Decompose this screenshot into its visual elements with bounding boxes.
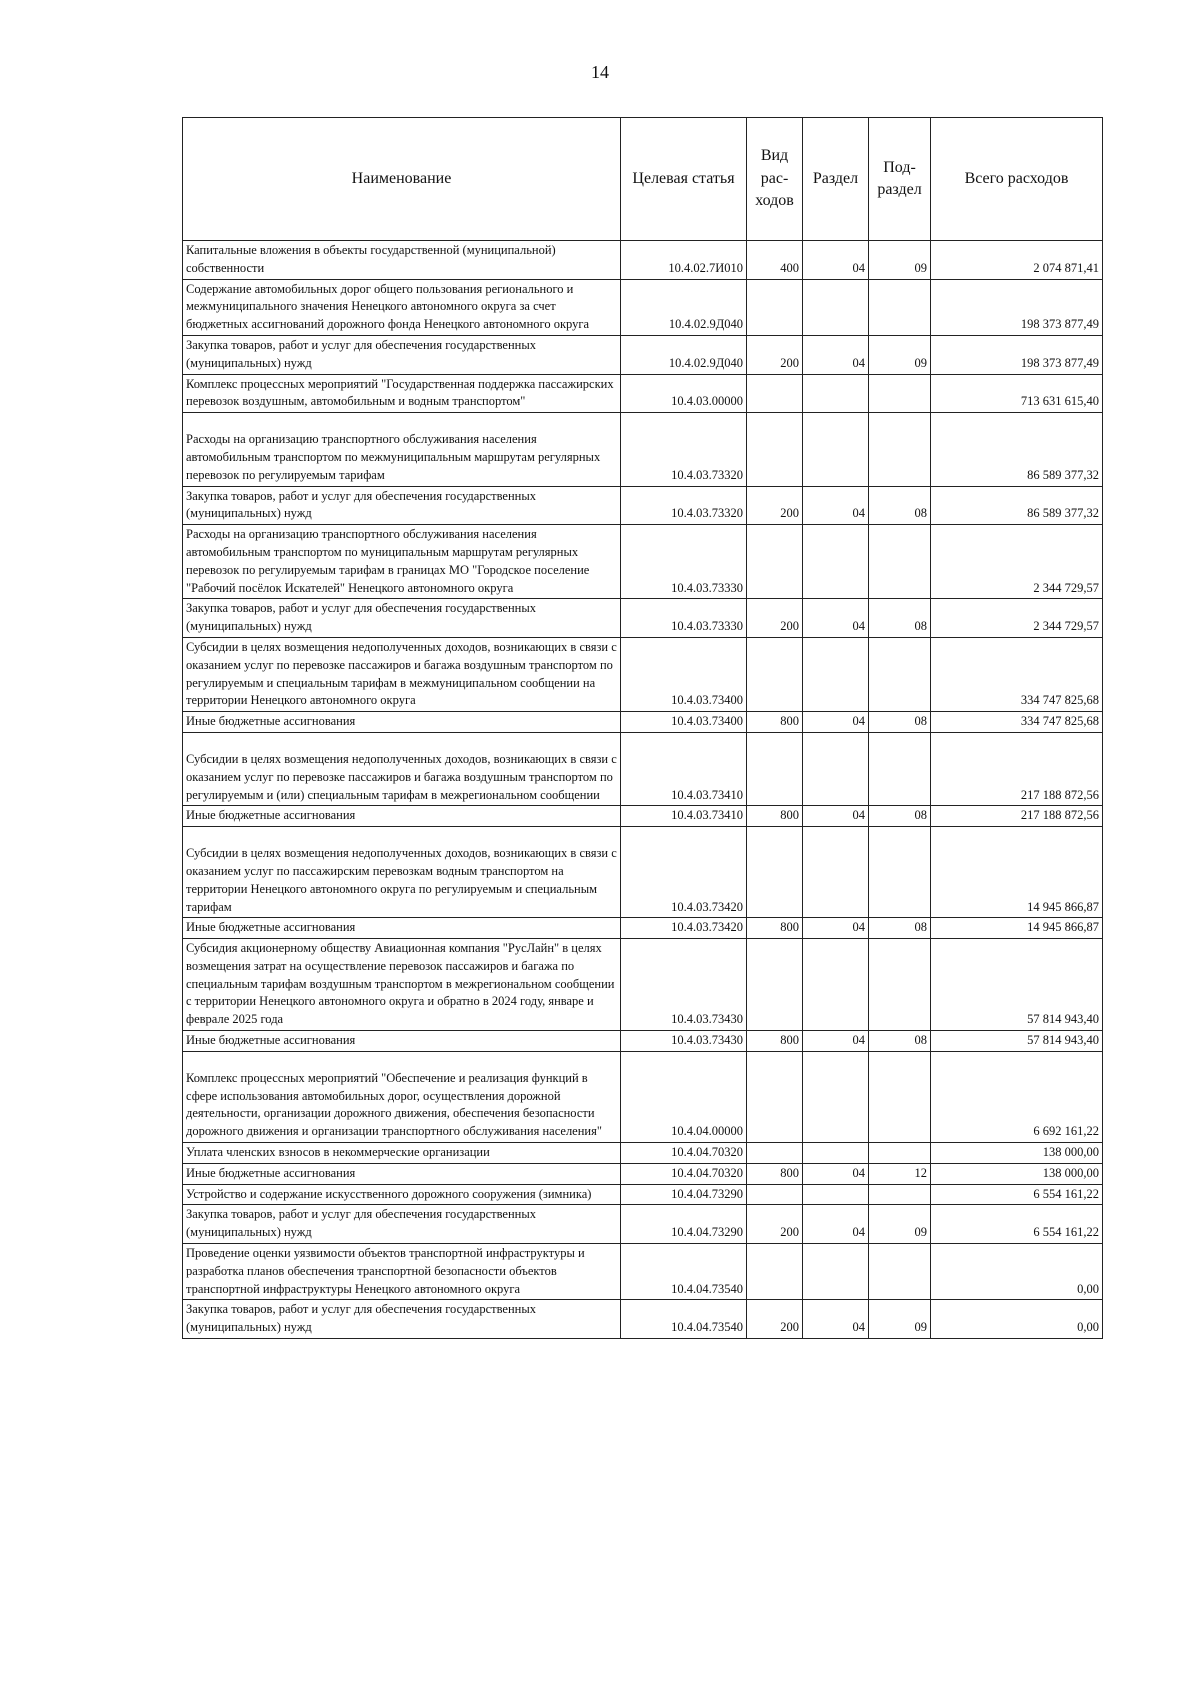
cell-name: Субсидии в целях возмещения недополученных доходов, возникающих в связи с оказанием услуг по пассажирским перевозкам водным транспортом на территории Ненецкого автономного округа по регулируемым и специальным тарифам [183,827,621,918]
cell-subsection [869,525,931,599]
cell-subsection: 08 [869,806,931,827]
cell-code: 10.4.02.9Д040 [621,335,747,374]
cell-kind: 800 [747,806,803,827]
cell-kind [747,1184,803,1205]
cell-section: 04 [803,241,869,280]
cell-name: Иные бюджетные ассигнования [183,1163,621,1184]
header-subsection-line: Под- [883,158,916,176]
cell-kind [747,1051,803,1142]
cell-total: 57 814 943,40 [931,939,1103,1031]
cell-code: 10.4.03.73410 [621,732,747,805]
cell-kind: 800 [747,712,803,733]
cell-code: 10.4.04.73540 [621,1300,747,1339]
cell-total: 334 747 825,68 [931,637,1103,711]
cell-code: 10.4.03.73410 [621,806,747,827]
cell-name: Закупка товаров, работ и услуг для обеспечения государственных (муниципальных) нужд [183,1205,621,1244]
cell-total: 6 554 161,22 [931,1184,1103,1205]
cell-total: 86 589 377,32 [931,486,1103,525]
table-row [183,939,1103,1031]
cell-total: 138 000,00 [931,1163,1103,1184]
cell-subsection [869,1143,931,1164]
table-row [183,732,1103,805]
cell-section: 04 [803,806,869,827]
table-row [183,637,1103,711]
table-header-row [183,118,1103,241]
table-row [183,413,1103,486]
cell-name: Содержание автомобильных дорог общего пользования регионального и межмуниципального значения Ненецкого автономного округа за счет бюджетных ассигнований дорожного фонда Ненецкого автономного округа [183,279,621,335]
table-body [183,241,1103,1339]
cell-section [803,1184,869,1205]
cell-code: 10.4.02.7И010 [621,241,747,280]
cell-code: 10.4.03.73400 [621,637,747,711]
cell-total: 713 631 615,40 [931,374,1103,413]
header-kind-line: Вид [760,147,789,165]
cell-kind [747,827,803,918]
header-kind-line: рас- [760,169,789,187]
cell-total: 0,00 [931,1244,1103,1300]
table-row [183,918,1103,939]
cell-code: 10.4.03.73420 [621,918,747,939]
cell-code: 10.4.04.70320 [621,1143,747,1164]
cell-section: 04 [803,712,869,733]
cell-total: 57 814 943,40 [931,1031,1103,1052]
cell-section: 04 [803,1300,869,1339]
cell-total: 14 945 866,87 [931,918,1103,939]
table-row [183,486,1103,525]
cell-kind: 200 [747,1205,803,1244]
cell-name: Уплата членских взносов в некоммерческие организации [183,1143,621,1164]
cell-code: 10.4.04.73290 [621,1205,747,1244]
table-row [183,599,1103,638]
cell-name: Закупка товаров, работ и услуг для обеспечения государственных (муниципальных) нужд [183,1300,621,1339]
table-row [183,279,1103,335]
cell-subsection [869,279,931,335]
cell-kind [747,939,803,1031]
table-row [183,241,1103,280]
cell-total: 334 747 825,68 [931,712,1103,733]
cell-section [803,1143,869,1164]
cell-code: 10.4.04.73290 [621,1184,747,1205]
cell-subsection: 08 [869,1031,931,1052]
cell-total: 217 188 872,56 [931,806,1103,827]
cell-code: 10.4.03.73420 [621,827,747,918]
table-row [183,374,1103,413]
table-row [183,712,1103,733]
cell-section: 04 [803,1031,869,1052]
cell-code: 10.4.04.73540 [621,1244,747,1300]
cell-subsection [869,374,931,413]
cell-section [803,827,869,918]
cell-code: 10.4.03.73320 [621,486,747,525]
cell-subsection: 09 [869,1205,931,1244]
budget-table [182,117,1103,1339]
cell-kind [747,525,803,599]
cell-section [803,939,869,1031]
cell-kind: 800 [747,1163,803,1184]
table-row [183,806,1103,827]
cell-subsection [869,827,931,918]
header-name: Наименование [183,118,621,241]
cell-name: Комплекс процессных мероприятий "Обеспечение и реализация функций в сфере использования автомобильных дорог, осуществления дорожной деятельности, организации дорожного движения, обеспечения безопасности дорожного движения и организации транспортного обслуживания населения" [183,1051,621,1142]
cell-total: 6 554 161,22 [931,1205,1103,1244]
cell-total: 0,00 [931,1300,1103,1339]
cell-kind: 200 [747,599,803,638]
cell-name: Иные бюджетные ассигнования [183,1031,621,1052]
cell-kind [747,1143,803,1164]
cell-code: 10.4.03.73330 [621,525,747,599]
cell-section: 04 [803,486,869,525]
cell-total: 6 692 161,22 [931,1051,1103,1142]
table-row [183,1300,1103,1339]
table-row [183,1205,1103,1244]
cell-code: 10.4.02.9Д040 [621,279,747,335]
cell-section [803,637,869,711]
cell-name: Закупка товаров, работ и услуг для обеспечения государственных (муниципальных) нужд [183,486,621,525]
cell-subsection: 08 [869,599,931,638]
cell-section [803,525,869,599]
cell-kind: 400 [747,241,803,280]
cell-name: Расходы на организацию транспортного обслуживания населения автомобильным транспортом по межмуниципальным маршрутам регулярных перевозок по регулируемым тарифам [183,413,621,486]
cell-kind [747,413,803,486]
header-subsection [869,118,931,241]
cell-code: 10.4.04.70320 [621,1163,747,1184]
cell-total: 138 000,00 [931,1143,1103,1164]
table-row [183,335,1103,374]
cell-code: 10.4.03.73320 [621,413,747,486]
cell-section: 04 [803,918,869,939]
cell-kind: 800 [747,918,803,939]
cell-section: 04 [803,599,869,638]
cell-kind [747,374,803,413]
cell-subsection [869,413,931,486]
table-row [183,1051,1103,1142]
cell-name: Закупка товаров, работ и услуг для обеспечения государственных (муниципальных) нужд [183,599,621,638]
cell-kind: 800 [747,1031,803,1052]
cell-kind [747,279,803,335]
cell-total: 14 945 866,87 [931,827,1103,918]
cell-subsection [869,732,931,805]
cell-subsection [869,1051,931,1142]
cell-subsection: 08 [869,918,931,939]
cell-subsection: 09 [869,1300,931,1339]
cell-code: 10.4.03.73430 [621,939,747,1031]
header-subsection-line: раздел [877,181,922,198]
cell-kind [747,732,803,805]
cell-name: Расходы на организацию транспортного обслуживания населения автомобильным транспортом по муниципальным маршрутам регулярных перевозок по регулируемым тарифам в границах МО "Городское поселение "Рабочий посёлок Искателей" Ненецкого автономного округа [183,525,621,599]
cell-section [803,413,869,486]
cell-section [803,1244,869,1300]
cell-total: 86 589 377,32 [931,413,1103,486]
cell-kind: 200 [747,486,803,525]
cell-section [803,374,869,413]
cell-code: 10.4.03.00000 [621,374,747,413]
cell-kind: 200 [747,335,803,374]
cell-subsection [869,637,931,711]
header-total: Всего расходов [931,118,1103,241]
cell-code: 10.4.03.73430 [621,1031,747,1052]
cell-total: 2 344 729,57 [931,525,1103,599]
cell-section: 04 [803,335,869,374]
cell-subsection [869,1244,931,1300]
table-row [183,1031,1103,1052]
cell-section: 04 [803,1163,869,1184]
cell-name: Комплекс процессных мероприятий "Государственная поддержка пассажирских перевозок воздушным, автомобильным и водным транспортом" [183,374,621,413]
cell-name: Субсидии в целях возмещения недополученных доходов, возникающих в связи с оказанием услуг по перевозке пассажиров и багажа воздушным транспортом по регулируемым и специальным тарифам в межмуниципальном сообщении на территории Ненецкого автономного округа [183,637,621,711]
cell-section [803,1051,869,1142]
cell-section [803,279,869,335]
cell-subsection: 09 [869,335,931,374]
cell-total: 2 344 729,57 [931,599,1103,638]
header-code: Целевая статья [621,118,747,241]
table-row [183,827,1103,918]
cell-name: Проведение оценки уязвимости объектов транспортной инфраструктуры и разработка планов обеспечения транспортной безопасности объектов транспортной инфраструктуры Ненецкого автономного округа [183,1244,621,1300]
cell-name: Иные бюджетные ассигнования [183,918,621,939]
cell-kind [747,637,803,711]
cell-total: 217 188 872,56 [931,732,1103,805]
page-number: 14 [591,62,609,82]
table-row [183,1143,1103,1164]
header-kind [747,118,803,241]
cell-subsection: 12 [869,1163,931,1184]
cell-subsection [869,1184,931,1205]
table-row [183,1184,1103,1205]
table-row [183,1244,1103,1300]
cell-total: 198 373 877,49 [931,279,1103,335]
cell-subsection: 09 [869,241,931,280]
table-row [183,525,1103,599]
cell-name: Закупка товаров, работ и услуг для обеспечения государственных (муниципальных) нужд [183,335,621,374]
cell-name: Субсидия акционерному обществу Авиационная компания "РусЛайн" в целях возмещения затрат на осуществление перевозок пассажиров и багажа по специальным тарифам воздушным транспортом в межрегиональном сообщении с территории Ненецкого автономного округа и обратно в 2024 году, январе и феврале 2025 года [183,939,621,1031]
header-kind-line: ходов [755,192,794,210]
cell-total: 198 373 877,49 [931,335,1103,374]
cell-subsection [869,939,931,1031]
table-row [183,1163,1103,1184]
cell-kind [747,1244,803,1300]
cell-subsection: 08 [869,486,931,525]
cell-name: Субсидии в целях возмещения недополученных доходов, возникающих в связи с оказанием услуг по перевозке пассажиров и багажа воздушным транспортом по регулируемым и (или) специальным тарифам в межрегиональном сообщении [183,732,621,805]
cell-section [803,732,869,805]
cell-code: 10.4.03.73330 [621,599,747,638]
cell-total: 2 074 871,41 [931,241,1103,280]
cell-name: Устройство и содержание искусственного дорожного сооружения (зимника) [183,1184,621,1205]
header-section: Раздел [803,118,869,241]
cell-name: Иные бюджетные ассигнования [183,806,621,827]
cell-subsection: 08 [869,712,931,733]
cell-section: 04 [803,1205,869,1244]
cell-code: 10.4.03.73400 [621,712,747,733]
cell-name: Иные бюджетные ассигнования [183,712,621,733]
cell-kind: 200 [747,1300,803,1339]
cell-name: Капитальные вложения в объекты государственной (муниципальной) собственности [183,241,621,280]
cell-code: 10.4.04.00000 [621,1051,747,1142]
